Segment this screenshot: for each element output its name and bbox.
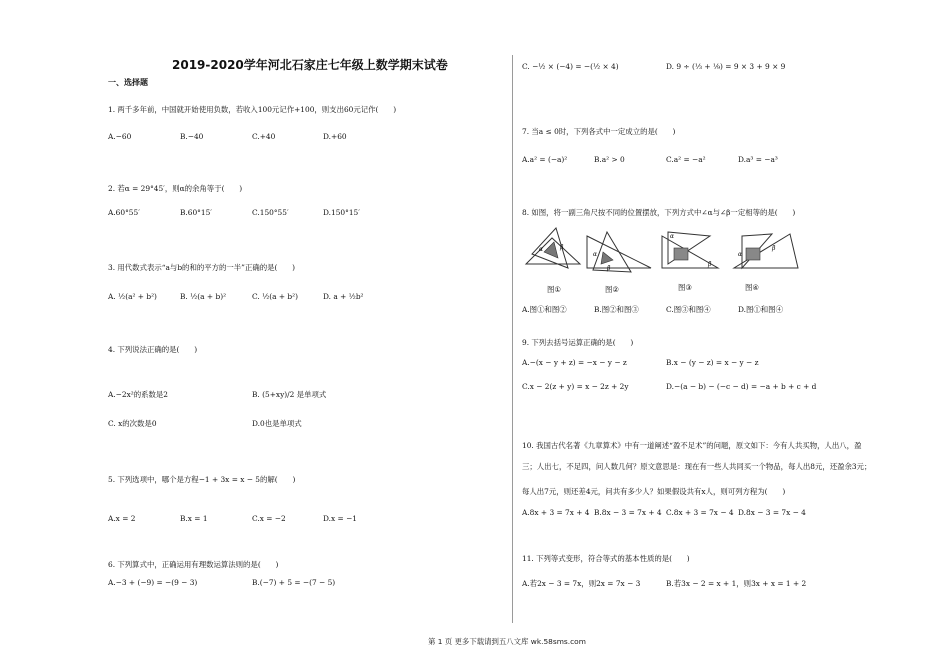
question-7-stem: 7. 当a ≤ 0时，下列各式中一定成立的是( ) xyxy=(522,127,676,136)
question-4-stem: 4. 下列说法正确的是( ) xyxy=(108,345,198,354)
question-6-stem: 6. 下列算式中，正确运用有理数运算法则的是( ) xyxy=(108,560,279,569)
q1-option-c[interactable]: C.+40 xyxy=(252,132,276,141)
q9-option-a[interactable]: A.−(x − y + z) = −x − y − z xyxy=(522,358,627,367)
q1-option-b[interactable]: B.−40 xyxy=(180,132,204,141)
q9-option-c[interactable]: C.x − 2(z + y) = x − 2z + 2y xyxy=(522,382,629,391)
q8-option-c[interactable]: C.图③和图④ xyxy=(666,305,711,314)
q1-option-d[interactable]: D.+60 xyxy=(323,132,347,141)
q5-option-a[interactable]: A.x = 2 xyxy=(108,514,136,523)
svg-text:β: β xyxy=(560,244,564,251)
svg-text:α: α xyxy=(539,246,544,253)
svg-text:α: α xyxy=(670,233,675,240)
question-10-stem-line3: 每人出7元，则还差4元，问共有多少人？如果假设共有x人，则可列方程为( ) xyxy=(522,487,786,496)
q7-option-c[interactable]: C.a² = −a² xyxy=(666,155,706,164)
svg-text:β: β xyxy=(708,261,712,268)
q6-option-a[interactable]: A.−3 + (−9) = −(9 − 3) xyxy=(108,578,198,587)
q7-option-b[interactable]: B.a² > 0 xyxy=(594,155,625,164)
q1-option-a[interactable]: A.−60 xyxy=(108,132,132,141)
q3-option-d[interactable]: D. a + ½b² xyxy=(323,292,364,301)
question-11-stem: 11. 下列等式变形，符合等式的基本性质的是( ) xyxy=(522,554,690,563)
q3-option-b[interactable]: B. ½(a + b)² xyxy=(180,292,227,301)
q10-option-c[interactable]: C.8x + 3 = 7x − 4 xyxy=(666,508,734,517)
q4-option-b[interactable]: B. (5+xy)/2 是单项式 xyxy=(252,390,327,399)
q7-option-d[interactable]: D.a³ = −a³ xyxy=(738,155,778,164)
q10-option-d[interactable]: D.8x − 3 = 7x − 4 xyxy=(738,508,806,517)
question-3-stem: 3. 用代数式表示“a与b的和的平方的一半”正确的是( ) xyxy=(108,263,296,272)
section-heading: 一、选择题 xyxy=(108,78,148,87)
question-10-stem-line1: 10. 我国古代名著《九章算术》中有一道阐述“盈不足术”的问题，原文如下：今有人共买物，人出八，盈 xyxy=(522,441,862,450)
q5-option-c[interactable]: C.x = −2 xyxy=(252,514,286,523)
q4-option-c[interactable]: C. x的次数是0 xyxy=(108,419,157,428)
q2-option-b[interactable]: B.60°15′ xyxy=(180,208,212,217)
figure-1-triangles xyxy=(522,224,584,282)
q2-option-d[interactable]: D.150°15′ xyxy=(323,208,360,217)
q6-option-d[interactable]: D. 9 ÷ (⅓ + ⅑) = 9 × 3 + 9 × 9 xyxy=(666,62,786,71)
q4-option-d[interactable]: D.0也是单项式 xyxy=(252,419,302,428)
q6-option-c[interactable]: C. −½ × (−4) = −(½ × 4) xyxy=(522,62,619,71)
q9-option-b[interactable]: B.x − (y − z) = x − y − z xyxy=(666,358,759,367)
question-9-stem: 9. 下列去括号运算正确的是( ) xyxy=(522,338,634,347)
q2-option-a[interactable]: A.60°55′ xyxy=(108,208,140,217)
q11-option-b[interactable]: B.若3x − 2 = x + 1，则3x + x = 1 + 2 xyxy=(666,579,807,588)
q8-option-a[interactable]: A.图①和图② xyxy=(522,305,567,314)
q8-option-b[interactable]: B.图②和图③ xyxy=(594,305,639,314)
question-1-stem: 1. 两千多年前，中国就开始使用负数，若收入100元记作+100，则支出60元记作( ) xyxy=(108,105,397,114)
figure-1-label: 图① xyxy=(547,285,562,294)
q3-option-c[interactable]: C. ½(a + b²) xyxy=(252,292,299,301)
q7-option-a[interactable]: A.a² = (−a)² xyxy=(522,155,568,164)
q5-option-d[interactable]: D.x = −1 xyxy=(323,514,357,523)
page-footer: 第 1 页 更多下载请到五八文库 wk.58sms.com xyxy=(428,637,586,646)
q10-option-a[interactable]: A.8x + 3 = 7x + 4 xyxy=(522,508,590,517)
svg-text:α: α xyxy=(593,251,598,258)
question-2-stem: 2. 若α = 29°45′，则α的余角等于( ) xyxy=(108,184,243,193)
page-title: 2019-2020学年河北石家庄七年级上数学期末试卷 xyxy=(172,58,448,72)
figure-2-label: 图② xyxy=(605,285,620,294)
figure-3-triangles xyxy=(658,228,722,278)
q6-option-b[interactable]: B.(−7) + 5 = −(7 − 5) xyxy=(252,578,336,587)
q11-option-a[interactable]: A.若2x − 3 = 7x，则2x = 7x − 3 xyxy=(522,579,641,588)
q10-option-b[interactable]: B.8x − 3 = 7x + 4 xyxy=(594,508,662,517)
figure-3-label: 图③ xyxy=(678,283,693,292)
svg-text:α: α xyxy=(738,251,743,258)
q4-option-a[interactable]: A.−2x²的系数是2 xyxy=(108,390,168,399)
question-10-stem-line2: 三；人出七，不足四，问人数几何？原文意思是：现在有一些人共同买一个物品，每人出8元，还盈余3元； xyxy=(522,462,872,471)
q9-option-d[interactable]: D.−(a − b) − (−c − d) = −a + b + c + d xyxy=(666,382,817,391)
figure-4-triangles xyxy=(732,228,802,278)
figure-4-label: 图④ xyxy=(745,283,760,292)
column-divider xyxy=(512,55,513,623)
q5-option-b[interactable]: B.x = 1 xyxy=(180,514,208,523)
q2-option-c[interactable]: C.150°55′ xyxy=(252,208,289,217)
q8-option-d[interactable]: D.图①和图④ xyxy=(738,305,783,314)
figure-2-triangles xyxy=(585,230,655,278)
svg-text:β: β xyxy=(607,265,611,272)
question-8-stem: 8. 如图，将一副三角尺按不同的位置摆放，下列方式中∠α与∠β一定相等的是( ) xyxy=(522,208,796,217)
svg-text:β: β xyxy=(772,245,776,252)
q3-option-a[interactable]: A. ½(a² + b²) xyxy=(108,292,157,301)
question-5-stem: 5. 下列选项中，哪个是方程−1 + 3x = x − 5的解( ) xyxy=(108,475,296,484)
